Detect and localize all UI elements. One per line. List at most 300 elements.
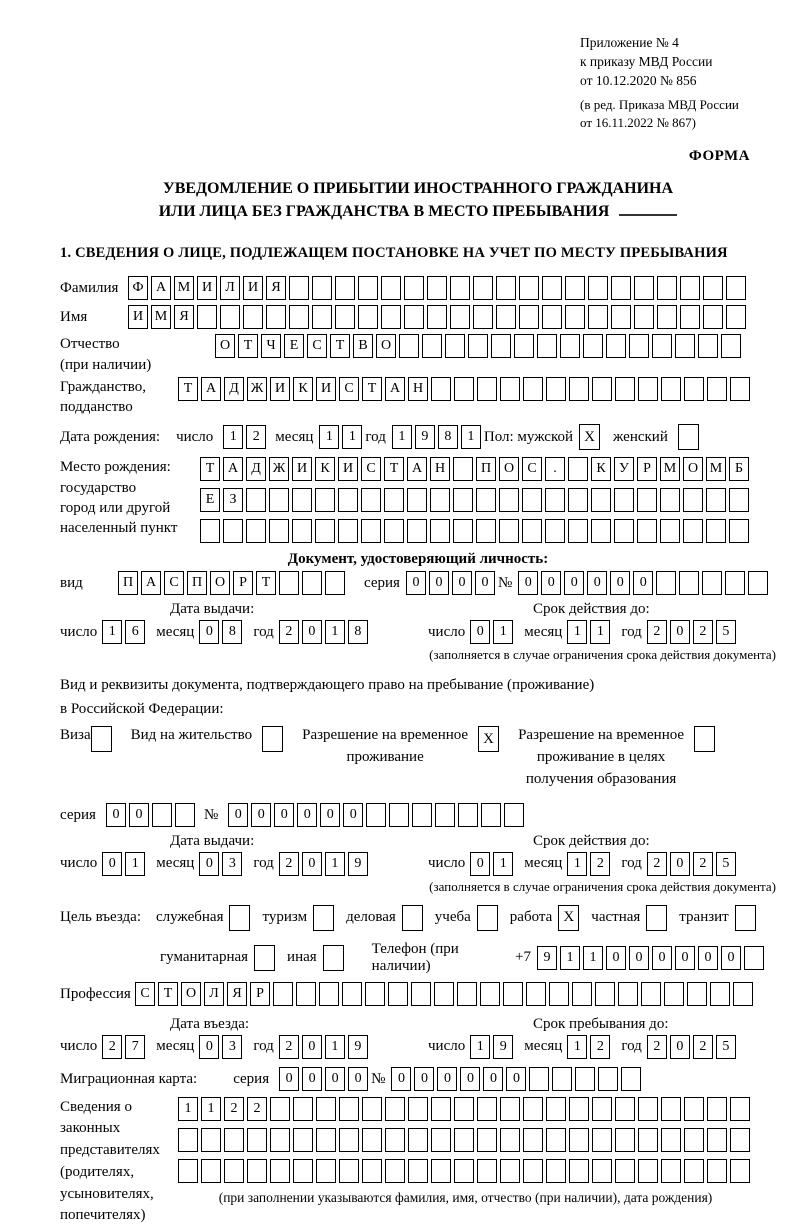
doc-issue-year-boxes[interactable] (279, 620, 371, 644)
char-cell[interactable]: Ж (269, 457, 289, 481)
char-cell[interactable]: Д (246, 457, 266, 481)
char-cell[interactable] (302, 571, 322, 595)
char-cell[interactable]: 1 (470, 1035, 490, 1059)
char-cell[interactable]: Е (200, 488, 220, 512)
char-cell[interactable] (430, 488, 450, 512)
char-cell[interactable]: 1 (319, 425, 339, 449)
purpose-humanitarian-checkbox[interactable] (254, 945, 278, 971)
char-cell[interactable] (546, 1097, 566, 1121)
char-cell[interactable] (200, 519, 220, 543)
staydoc-series-boxes[interactable] (106, 803, 198, 827)
char-cell[interactable]: 0 (343, 803, 363, 827)
char-cell[interactable] (480, 982, 500, 1006)
char-cell[interactable] (427, 276, 447, 300)
char-cell[interactable] (450, 276, 470, 300)
char-cell[interactable]: 0 (460, 1067, 480, 1091)
char-cell[interactable] (476, 488, 496, 512)
char-cell[interactable] (592, 1097, 612, 1121)
char-cell[interactable] (477, 1097, 497, 1121)
char-cell[interactable]: 2 (247, 1097, 267, 1121)
purpose-official-checkbox[interactable] (229, 905, 253, 931)
char-cell[interactable] (646, 905, 667, 931)
char-cell[interactable] (560, 334, 580, 358)
char-cell[interactable] (454, 1097, 474, 1121)
staydoc-issue-month-boxes[interactable] (199, 852, 245, 876)
char-cell[interactable] (335, 276, 355, 300)
char-cell[interactable] (611, 305, 631, 329)
char-cell[interactable] (358, 305, 378, 329)
char-cell[interactable] (454, 377, 474, 401)
char-cell[interactable] (292, 519, 312, 543)
stay-day-boxes[interactable] (470, 1035, 516, 1059)
doc-expiry-day-boxes[interactable] (470, 620, 516, 644)
char-cell[interactable] (546, 377, 566, 401)
purpose-work-checkbox[interactable] (558, 905, 582, 931)
char-cell[interactable]: 0 (302, 1035, 322, 1059)
char-cell[interactable] (477, 1128, 497, 1152)
char-cell[interactable]: 9 (348, 852, 368, 876)
char-cell[interactable] (744, 946, 764, 970)
char-cell[interactable] (537, 334, 557, 358)
char-cell[interactable]: 1 (102, 620, 122, 644)
char-cell[interactable] (575, 1067, 595, 1091)
char-cell[interactable]: 0 (606, 946, 626, 970)
char-cell[interactable]: Т (330, 334, 350, 358)
char-cell[interactable] (362, 1128, 382, 1152)
char-cell[interactable] (707, 1128, 727, 1152)
char-cell[interactable]: 0 (483, 1067, 503, 1091)
char-cell[interactable] (473, 276, 493, 300)
phone-boxes[interactable] (537, 946, 767, 970)
char-cell[interactable] (407, 519, 427, 543)
char-cell[interactable] (262, 726, 283, 752)
char-cell[interactable]: 9 (537, 946, 557, 970)
char-cell[interactable]: П (476, 457, 496, 481)
char-cell[interactable] (312, 276, 332, 300)
char-cell[interactable]: 0 (391, 1067, 411, 1091)
char-cell[interactable]: 0 (652, 946, 672, 970)
temp-residence-checkbox[interactable] (478, 726, 502, 752)
char-cell[interactable] (523, 377, 543, 401)
char-cell[interactable] (366, 803, 386, 827)
char-cell[interactable]: И (292, 457, 312, 481)
char-cell[interactable]: 0 (698, 946, 718, 970)
char-cell[interactable] (679, 571, 699, 595)
char-cell[interactable] (408, 1097, 428, 1121)
char-cell[interactable] (178, 1159, 198, 1183)
char-cell[interactable]: 0 (429, 571, 449, 595)
char-cell[interactable] (638, 1097, 658, 1121)
char-cell[interactable] (694, 726, 715, 752)
char-cell[interactable] (615, 1097, 635, 1121)
char-cell[interactable]: 1 (567, 620, 587, 644)
char-cell[interactable] (431, 377, 451, 401)
char-cell[interactable] (246, 488, 266, 512)
birthplace-row3-boxes[interactable] (200, 519, 752, 543)
char-cell[interactable]: Р (637, 457, 657, 481)
char-cell[interactable]: 1 (325, 620, 345, 644)
char-cell[interactable]: 5 (716, 620, 736, 644)
char-cell[interactable]: 2 (590, 852, 610, 876)
char-cell[interactable] (450, 305, 470, 329)
char-cell[interactable]: С (361, 457, 381, 481)
char-cell[interactable]: 0 (297, 803, 317, 827)
char-cell[interactable] (733, 982, 753, 1006)
char-cell[interactable]: 0 (675, 946, 695, 970)
char-cell[interactable]: 1 (493, 852, 513, 876)
char-cell[interactable] (661, 1097, 681, 1121)
char-cell[interactable] (730, 1097, 750, 1121)
char-cell[interactable] (546, 1159, 566, 1183)
char-cell[interactable] (292, 488, 312, 512)
char-cell[interactable]: 1 (201, 1097, 221, 1121)
visa-checkbox[interactable] (91, 726, 115, 752)
char-cell[interactable]: 2 (279, 1035, 299, 1059)
char-cell[interactable] (730, 1159, 750, 1183)
char-cell[interactable] (381, 276, 401, 300)
char-cell[interactable] (496, 276, 516, 300)
birthplace-row2-boxes[interactable] (200, 488, 752, 512)
char-cell[interactable]: 5 (716, 852, 736, 876)
char-cell[interactable] (514, 334, 534, 358)
char-cell[interactable]: Т (384, 457, 404, 481)
staydoc-expiry-month-boxes[interactable] (567, 852, 613, 876)
char-cell[interactable] (660, 488, 680, 512)
char-cell[interactable]: 0 (228, 803, 248, 827)
char-cell[interactable] (385, 1097, 405, 1121)
char-cell[interactable] (289, 276, 309, 300)
char-cell[interactable] (335, 305, 355, 329)
char-cell[interactable]: 0 (670, 852, 690, 876)
char-cell[interactable] (629, 334, 649, 358)
char-cell[interactable] (315, 488, 335, 512)
char-cell[interactable] (591, 488, 611, 512)
char-cell[interactable]: 0 (274, 803, 294, 827)
char-cell[interactable] (361, 488, 381, 512)
char-cell[interactable] (684, 377, 704, 401)
char-cell[interactable] (592, 1128, 612, 1152)
staydoc-expiry-day-boxes[interactable] (470, 852, 516, 876)
char-cell[interactable] (504, 803, 524, 827)
doc-issue-month-boxes[interactable] (199, 620, 245, 644)
char-cell[interactable] (637, 488, 657, 512)
char-cell[interactable]: 0 (670, 620, 690, 644)
char-cell[interactable]: К (293, 377, 313, 401)
char-cell[interactable] (707, 1159, 727, 1183)
doc-type-boxes[interactable] (118, 571, 348, 595)
char-cell[interactable]: И (197, 276, 217, 300)
char-cell[interactable] (725, 571, 745, 595)
char-cell[interactable] (473, 305, 493, 329)
char-cell[interactable] (339, 1097, 359, 1121)
char-cell[interactable]: С (307, 334, 327, 358)
char-cell[interactable]: 2 (590, 1035, 610, 1059)
char-cell[interactable]: 0 (470, 620, 490, 644)
char-cell[interactable] (431, 1159, 451, 1183)
char-cell[interactable] (729, 488, 749, 512)
char-cell[interactable] (568, 519, 588, 543)
char-cell[interactable] (247, 1128, 267, 1152)
entry-month-boxes[interactable] (199, 1035, 245, 1059)
char-cell[interactable]: 1 (125, 852, 145, 876)
char-cell[interactable]: 0 (470, 852, 490, 876)
char-cell[interactable]: О (181, 982, 201, 1006)
char-cell[interactable]: 9 (493, 1035, 513, 1059)
char-cell[interactable] (358, 276, 378, 300)
char-cell[interactable] (247, 1159, 267, 1183)
char-cell[interactable] (408, 1128, 428, 1152)
char-cell[interactable] (683, 488, 703, 512)
char-cell[interactable] (606, 334, 626, 358)
char-cell[interactable] (545, 519, 565, 543)
char-cell[interactable]: 0 (320, 803, 340, 827)
char-cell[interactable] (220, 305, 240, 329)
representatives-row3-boxes[interactable] (178, 1159, 753, 1183)
char-cell[interactable]: З (223, 488, 243, 512)
birth-year-boxes[interactable] (392, 425, 484, 449)
char-cell[interactable] (279, 571, 299, 595)
char-cell[interactable] (615, 1128, 635, 1152)
char-cell[interactable]: 0 (251, 803, 271, 827)
char-cell[interactable] (500, 377, 520, 401)
char-cell[interactable] (457, 982, 477, 1006)
purpose-other-checkbox[interactable] (323, 945, 347, 971)
migcard-series-boxes[interactable] (279, 1067, 371, 1091)
char-cell[interactable]: Т (200, 457, 220, 481)
char-cell[interactable] (339, 1128, 359, 1152)
char-cell[interactable]: 0 (506, 1067, 526, 1091)
char-cell[interactable] (637, 519, 657, 543)
char-cell[interactable]: А (151, 276, 171, 300)
char-cell[interactable] (445, 334, 465, 358)
char-cell[interactable] (468, 334, 488, 358)
char-cell[interactable] (152, 803, 172, 827)
char-cell[interactable] (229, 905, 250, 931)
char-cell[interactable] (684, 1128, 704, 1152)
char-cell[interactable] (706, 488, 726, 512)
char-cell[interactable] (476, 519, 496, 543)
char-cell[interactable]: У (614, 457, 634, 481)
char-cell[interactable] (615, 377, 635, 401)
char-cell[interactable]: 0 (325, 1067, 345, 1091)
char-cell[interactable]: X (579, 424, 600, 450)
char-cell[interactable]: Т (362, 377, 382, 401)
char-cell[interactable] (735, 905, 756, 931)
stay-year-boxes[interactable] (647, 1035, 739, 1059)
char-cell[interactable]: Р (250, 982, 270, 1006)
char-cell[interactable] (702, 571, 722, 595)
char-cell[interactable]: Б (729, 457, 749, 481)
char-cell[interactable] (197, 305, 217, 329)
char-cell[interactable]: О (499, 457, 519, 481)
char-cell[interactable] (431, 1097, 451, 1121)
doc-expiry-month-boxes[interactable] (567, 620, 613, 644)
char-cell[interactable] (361, 519, 381, 543)
char-cell[interactable]: И (270, 377, 290, 401)
char-cell[interactable] (523, 1159, 543, 1183)
char-cell[interactable]: 0 (302, 852, 322, 876)
char-cell[interactable] (342, 982, 362, 1006)
char-cell[interactable]: 2 (693, 620, 713, 644)
char-cell[interactable] (453, 519, 473, 543)
char-cell[interactable] (592, 377, 612, 401)
char-cell[interactable] (362, 1097, 382, 1121)
char-cell[interactable] (201, 1128, 221, 1152)
char-cell[interactable] (316, 1159, 336, 1183)
entry-day-boxes[interactable] (102, 1035, 148, 1059)
char-cell[interactable] (362, 1159, 382, 1183)
char-cell[interactable] (680, 305, 700, 329)
char-cell[interactable] (477, 377, 497, 401)
char-cell[interactable]: 0 (406, 571, 426, 595)
char-cell[interactable] (254, 945, 275, 971)
char-cell[interactable] (684, 1159, 704, 1183)
char-cell[interactable]: 1 (461, 425, 481, 449)
char-cell[interactable] (542, 276, 562, 300)
char-cell[interactable] (384, 519, 404, 543)
char-cell[interactable]: 0 (199, 620, 219, 644)
char-cell[interactable] (664, 982, 684, 1006)
char-cell[interactable]: 0 (348, 1067, 368, 1091)
char-cell[interactable] (385, 1159, 405, 1183)
entry-year-boxes[interactable] (279, 1035, 371, 1059)
migcard-number-boxes[interactable] (391, 1067, 644, 1091)
char-cell[interactable] (549, 982, 569, 1006)
char-cell[interactable] (583, 334, 603, 358)
char-cell[interactable] (657, 276, 677, 300)
representatives-row2-boxes[interactable] (178, 1128, 753, 1152)
char-cell[interactable]: 0 (302, 620, 322, 644)
staydoc-issue-year-boxes[interactable] (279, 852, 371, 876)
patronymic-boxes[interactable] (215, 334, 744, 358)
char-cell[interactable]: Т (158, 982, 178, 1006)
char-cell[interactable] (496, 305, 516, 329)
char-cell[interactable] (730, 377, 750, 401)
char-cell[interactable]: И (338, 457, 358, 481)
char-cell[interactable]: 9 (348, 1035, 368, 1059)
char-cell[interactable]: А (223, 457, 243, 481)
char-cell[interactable] (323, 945, 344, 971)
char-cell[interactable] (325, 571, 345, 595)
char-cell[interactable] (246, 519, 266, 543)
char-cell[interactable]: 3 (222, 852, 242, 876)
char-cell[interactable]: М (174, 276, 194, 300)
purpose-business-checkbox[interactable] (402, 905, 426, 931)
char-cell[interactable] (657, 305, 677, 329)
char-cell[interactable] (481, 803, 501, 827)
char-cell[interactable] (407, 488, 427, 512)
purpose-private-checkbox[interactable] (646, 905, 670, 931)
char-cell[interactable] (641, 982, 661, 1006)
char-cell[interactable] (729, 519, 749, 543)
stay-month-boxes[interactable] (567, 1035, 613, 1059)
char-cell[interactable]: Я (266, 276, 286, 300)
char-cell[interactable] (698, 334, 718, 358)
purpose-transit-checkbox[interactable] (735, 905, 759, 931)
char-cell[interactable]: А (407, 457, 427, 481)
char-cell[interactable] (678, 424, 699, 450)
sex-female-checkbox[interactable] (678, 424, 702, 450)
char-cell[interactable] (338, 488, 358, 512)
char-cell[interactable] (270, 1159, 290, 1183)
char-cell[interactable] (500, 1097, 520, 1121)
char-cell[interactable] (614, 488, 634, 512)
char-cell[interactable] (453, 457, 473, 481)
char-cell[interactable]: 1 (342, 425, 362, 449)
char-cell[interactable] (572, 982, 592, 1006)
char-cell[interactable]: 8 (438, 425, 458, 449)
char-cell[interactable] (529, 1067, 549, 1091)
char-cell[interactable] (568, 457, 588, 481)
purpose-study-checkbox[interactable] (477, 905, 501, 931)
char-cell[interactable] (269, 488, 289, 512)
char-cell[interactable] (458, 803, 478, 827)
char-cell[interactable] (399, 334, 419, 358)
char-cell[interactable] (313, 905, 334, 931)
char-cell[interactable]: П (118, 571, 138, 595)
char-cell[interactable] (402, 905, 423, 931)
char-cell[interactable] (293, 1128, 313, 1152)
char-cell[interactable]: А (385, 377, 405, 401)
char-cell[interactable] (565, 276, 585, 300)
char-cell[interactable] (477, 905, 498, 931)
char-cell[interactable] (595, 982, 615, 1006)
char-cell[interactable] (546, 1128, 566, 1152)
char-cell[interactable] (661, 377, 681, 401)
char-cell[interactable] (565, 305, 585, 329)
char-cell[interactable] (730, 1128, 750, 1152)
char-cell[interactable] (661, 1159, 681, 1183)
char-cell[interactable] (706, 519, 726, 543)
staydoc-number-boxes[interactable] (228, 803, 527, 827)
birth-month-boxes[interactable] (319, 425, 365, 449)
char-cell[interactable]: 1 (583, 946, 603, 970)
char-cell[interactable]: 1 (567, 1035, 587, 1059)
char-cell[interactable]: 0 (587, 571, 607, 595)
char-cell[interactable] (427, 305, 447, 329)
char-cell[interactable] (569, 377, 589, 401)
char-cell[interactable]: Ж (247, 377, 267, 401)
char-cell[interactable]: Т (178, 377, 198, 401)
char-cell[interactable] (293, 1159, 313, 1183)
char-cell[interactable] (178, 1128, 198, 1152)
char-cell[interactable]: К (315, 457, 335, 481)
char-cell[interactable] (703, 276, 723, 300)
char-cell[interactable]: 1 (325, 852, 345, 876)
char-cell[interactable]: 1 (560, 946, 580, 970)
char-cell[interactable] (491, 334, 511, 358)
char-cell[interactable]: Т (238, 334, 258, 358)
char-cell[interactable] (522, 488, 542, 512)
char-cell[interactable] (592, 1159, 612, 1183)
char-cell[interactable] (293, 1097, 313, 1121)
doc-expiry-year-boxes[interactable] (647, 620, 739, 644)
char-cell[interactable] (748, 571, 768, 595)
char-cell[interactable]: 1 (178, 1097, 198, 1121)
char-cell[interactable]: 2 (693, 852, 713, 876)
char-cell[interactable] (500, 1159, 520, 1183)
char-cell[interactable] (552, 1067, 572, 1091)
char-cell[interactable] (270, 1128, 290, 1152)
char-cell[interactable] (652, 334, 672, 358)
char-cell[interactable] (707, 1097, 727, 1121)
char-cell[interactable] (545, 488, 565, 512)
char-cell[interactable] (454, 1159, 474, 1183)
char-cell[interactable] (598, 1067, 618, 1091)
char-cell[interactable]: О (210, 571, 230, 595)
char-cell[interactable]: Я (227, 982, 247, 1006)
char-cell[interactable] (224, 1159, 244, 1183)
